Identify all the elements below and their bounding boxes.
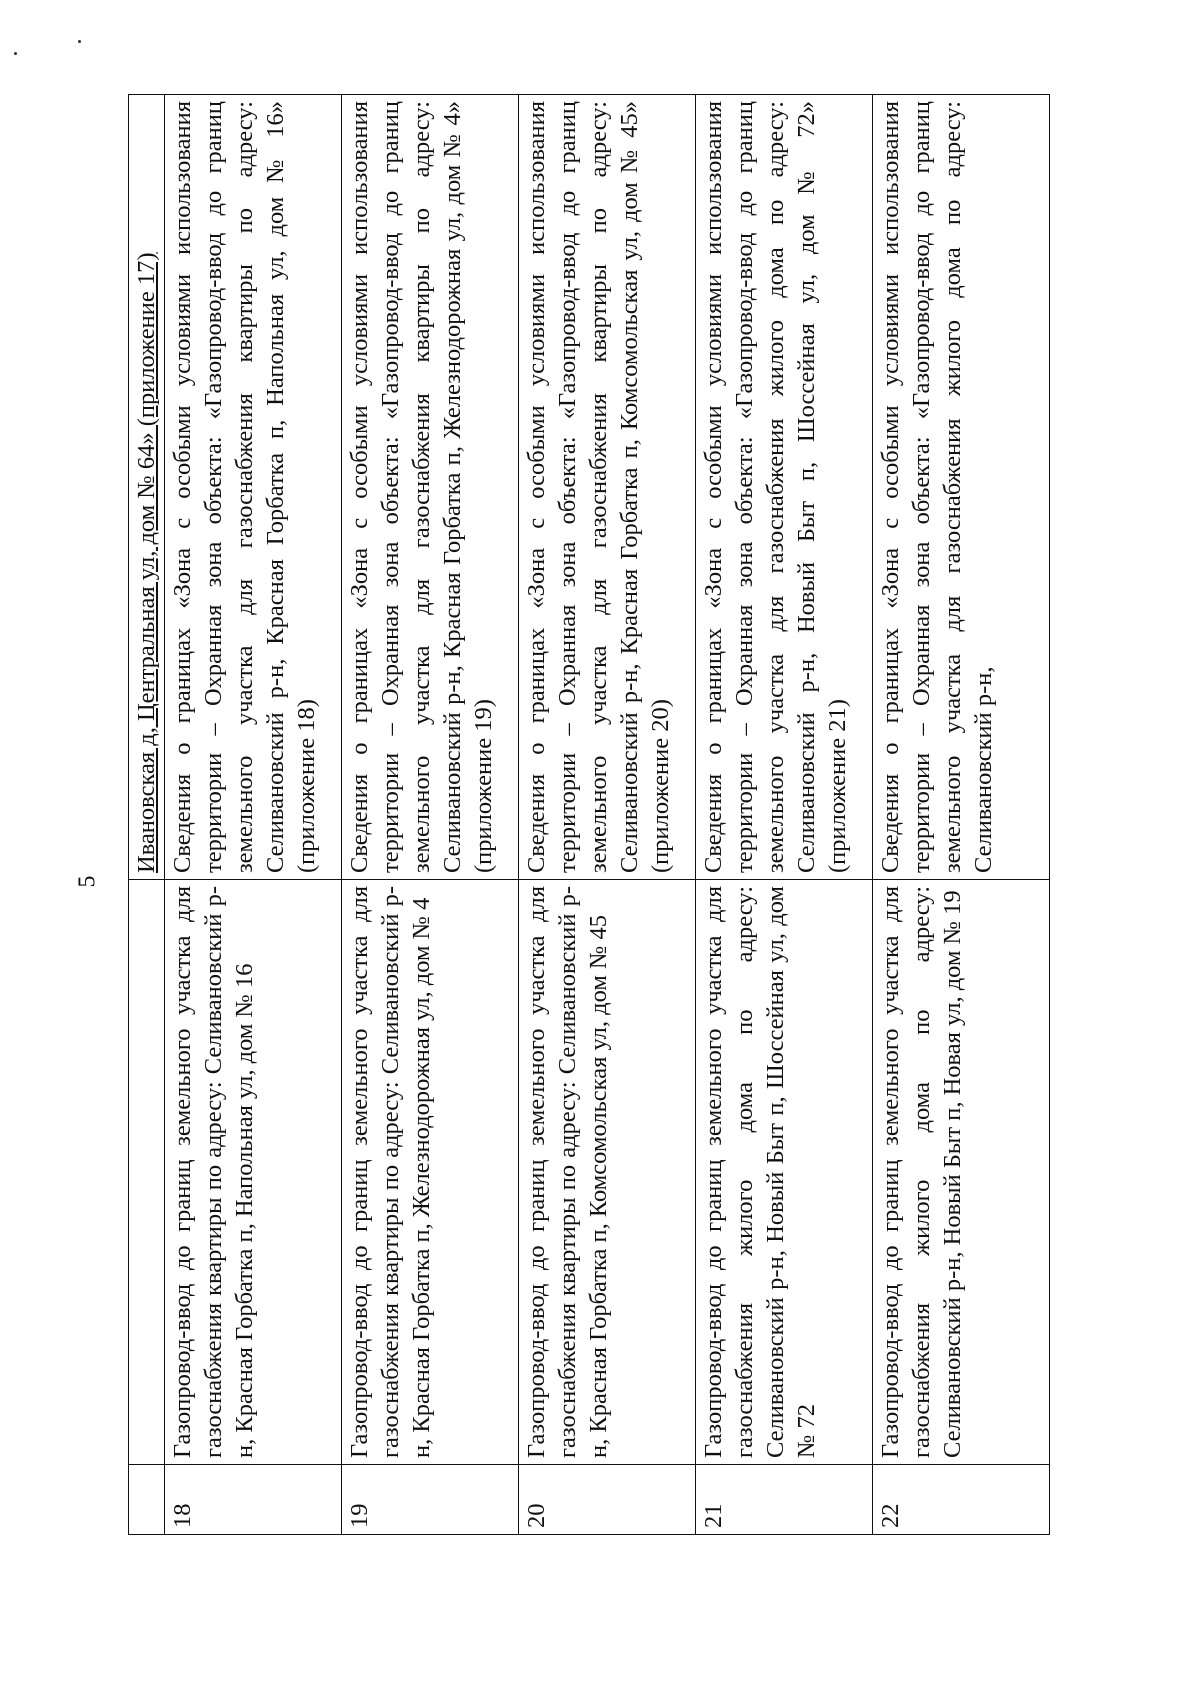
- row-number-cell: 18: [165, 1465, 342, 1535]
- scan-speck: [14, 52, 17, 55]
- table-row-continuation: [129, 95, 165, 1535]
- table-row: [342, 95, 519, 1535]
- object-cell: Газопровод-ввод до границ земельного участка для газоснабжения жилого дома по адресу: Селивановский р-н, Новый Быт п, Шоссейная ул, дом № 72: [696, 880, 873, 1465]
- table-row: [873, 95, 1050, 1535]
- table-row: [165, 95, 342, 1535]
- object-cell: Газопровод-ввод до границ земельного участка для газоснабжения жилого дома по адресу: Селивановский р-н, Новый Быт п, Новая ул, дом № 19: [873, 880, 1050, 1465]
- row-number-cell: 21: [696, 1465, 873, 1535]
- object-cell: [129, 880, 165, 1465]
- continuation-text: Ивановская д, Центральная ул, дом № 64» (приложение 17): [133, 252, 160, 873]
- row-number-cell: 20: [519, 1465, 696, 1535]
- table-row: [519, 95, 696, 1535]
- row-number-cell: [129, 1465, 165, 1535]
- rotated-page-content: [128, 95, 1048, 1535]
- row-number-cell: 22: [873, 1465, 1050, 1535]
- info-cell: Сведения о границах «Зона с особыми условиями использования территории – Охранная зона объекта: «Газопровод-ввод до границ земельного участка для газоснабжения квартиры по адресу: Селивановский р-н, Красная Горбатка п, Напольная ул, дом № 16» (приложение 18): [165, 95, 342, 880]
- info-cell: [129, 95, 165, 880]
- info-cell: Сведения о границах «Зона с особыми условиями использования территории – Охранная зона объекта: «Газопровод-ввод до границ земельного участка для газоснабжения квартиры по адресу: Селивановский р-н, Красная Горбатка п, Комсомольская ул, дом № 45» (приложение 20): [519, 95, 696, 880]
- page-number: 5: [74, 875, 101, 888]
- info-cell: Сведения о границах «Зона с особыми условиями использования территории – Охранная зона объекта: «Газопровод-ввод до границ земельного участка для газоснабжения жилого дома по адресу: Селивановский р-н,: [873, 95, 1050, 880]
- row-number-cell: 19: [342, 1465, 519, 1535]
- zones-table: [128, 94, 1050, 1535]
- info-cell: Сведения о границах «Зона с особыми условиями использования территории – Охранная зона объекта: «Газопровод-ввод до границ земельного участка для газоснабжения квартиры по адресу: Селивановский р-н, Красная Горбатка п, Железнодорожная ул, дом № 4» (приложение 19): [342, 95, 519, 880]
- object-cell: Газопровод-ввод до границ земельного участка для газоснабжения квартиры по адресу: Селивановский р-н, Красная Горбатка п, Железнодорожная ул, дом № 4: [342, 880, 519, 1465]
- table-row: [696, 95, 873, 1535]
- object-cell: Газопровод-ввод до границ земельного участка для газоснабжения квартиры по адресу: Селивановский р-н, Красная Горбатка п, Напольная ул, дом № 16: [165, 880, 342, 1465]
- scan-speck: [78, 40, 81, 43]
- info-cell: Сведения о границах «Зона с особыми условиями использования территории – Охранная зона объекта: «Газопровод-ввод до границ земельного участка для газоснабжения жилого дома по адресу: Селивановский р-н, Новый Быт п, Шоссейная ул, дом № 72» (приложение 21): [696, 95, 873, 880]
- object-cell: Газопровод-ввод до границ земельного участка для газоснабжения квартиры по адресу: Селивановский р-н, Красная Горбатка п, Комсомольская ул, дом № 45: [519, 880, 696, 1465]
